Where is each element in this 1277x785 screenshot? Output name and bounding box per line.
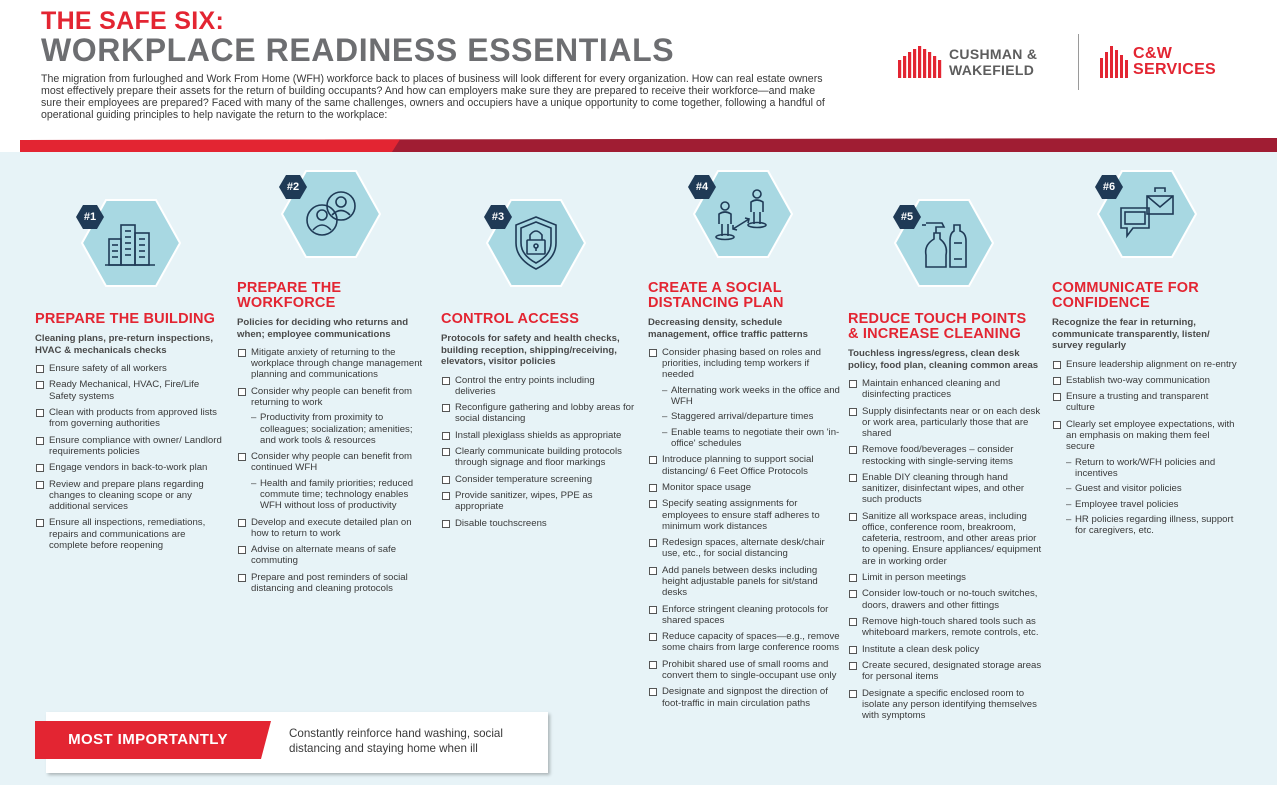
svc-logo-line-1: C&W [1133, 45, 1173, 62]
checklist-item: Consider phasing based on roles and priorities, including temp workers if needed [648, 347, 840, 381]
checklist-item: Consider low-touch or no-touch switches, doors, drawers and other fittings [848, 588, 1042, 610]
section-prepare-workforce [237, 281, 429, 599]
checklist-item: Reduce capacity of spaces—e.g., remove some chairs from large conference rooms [648, 631, 840, 653]
sub-list-item: – Return to work/WFH policies and incentives [1052, 457, 1237, 479]
section-subtitle: Protocols for safety and health checks, building reception, shipping/receiving, elevators, visitor policies [441, 333, 620, 367]
cw-services-logo [1100, 44, 1216, 80]
section-communicate [1052, 281, 1237, 542]
badge-3: #3 [484, 205, 512, 229]
checklist-item: Supply disinfectants near or on each desk or work area, particularly those that are shared [848, 406, 1042, 440]
section-control-access [441, 312, 635, 534]
checklist-item: Remove high-touch shared tools such as whiteboard markers, remote controls, etc. [848, 616, 1042, 638]
checklist-item: Specify seating assignments for employees to ensure staff adheres to minimum work distances [648, 498, 840, 532]
checklist-item: Clean with products from approved lists from governing authorities [35, 407, 225, 429]
checklist-item: Consider why people can benefit from returning to work [237, 386, 429, 408]
checklist-item: Clearly communicate building protocols through signage and floor markings [441, 446, 635, 468]
sub-list-item: – Staggered arrival/departure times [648, 411, 840, 422]
red-stripe [20, 138, 1277, 152]
section-checklist [848, 378, 1042, 721]
section-title: PREPARE THE WORKFORCE [237, 280, 342, 311]
cw-bars-icon [898, 46, 942, 78]
title-line-2: WORKPLACE READINESS ESSENTIALS [41, 32, 675, 68]
sub-list-item: – Enable teams to negotiate their own 'in-office' schedules [648, 427, 840, 449]
checklist-item: Introduce planning to support social distancing/ 6 Feet Office Protocols [648, 454, 840, 476]
checklist-item: Ready Mechanical, HVAC, Fire/Life Safety systems [35, 379, 225, 401]
checklist-item: Institute a clean desk policy [848, 644, 1042, 655]
communication-icon [1117, 184, 1177, 244]
checklist-item: Control the entry points including deliveries [441, 375, 635, 397]
checklist-item: Sanitize all workspace areas, including office, conference room, breakroom, cafeteria, restroom, and other areas prior to opening. Ensure appliances/ equipment are in working order [848, 511, 1042, 567]
section-prepare-building [35, 312, 225, 556]
checklist-item: Enforce stringent cleaning protocols for shared spaces [648, 604, 840, 626]
section-title: COMMUNICATE FOR CONFIDENCE [1052, 280, 1199, 311]
checklist-item: Establish two-way communication [1052, 375, 1237, 386]
badge-4: #4 [688, 175, 716, 199]
section-subtitle: Decreasing density, schedule management, office traffic patterns [648, 317, 808, 340]
badge-1: #1 [76, 205, 104, 229]
checklist-item: Enable DIY cleaning through hand sanitizer, disinfectant wipes, and other such products [848, 472, 1042, 506]
checklist-item: Clearly set employee expectations, with an emphasis on making them feel secure [1052, 419, 1237, 453]
sub-list-item: – Alternating work weeks in the office and WFH [648, 385, 840, 407]
checklist-item: Designate a specific enclosed room to isolate any person identifying themselves with symptoms [848, 688, 1042, 722]
section-subtitle: Recognize the fear in returning, communicate transparently, listen/ survey regularly [1052, 317, 1210, 351]
section-checklist [237, 347, 429, 594]
section-title: REDUCE TOUCH POINTS & INCREASE CLEANING [848, 311, 1027, 342]
badge-6: #6 [1095, 175, 1123, 199]
section-checklist [1052, 359, 1237, 537]
checklist-item: Consider temperature screening [441, 474, 635, 485]
checklist-item: Engage vendors in back-to-work plan [35, 462, 225, 473]
badge-2: #2 [279, 175, 307, 199]
checklist-item: Maintain enhanced cleaning and disinfecting practices [848, 378, 1042, 400]
checklist-item: Create secured, designated storage areas for personal items [848, 660, 1042, 682]
section-title: CREATE A SOCIAL DISTANCING PLAN [648, 280, 784, 311]
section-checklist [441, 375, 635, 529]
people-icon [301, 184, 361, 244]
svc-logo-line-2: SERVICES [1133, 61, 1217, 78]
checklist-item: Disable touchscreens [441, 518, 635, 529]
checklist-item: Redesign spaces, alternate desk/chair use, etc., for social distancing [648, 537, 840, 559]
section-subtitle: Policies for deciding who returns and when; employee communications [237, 317, 409, 340]
cw-services-bars-icon [1100, 46, 1128, 78]
section-title: CONTROL ACCESS [441, 311, 580, 327]
checklist-item: Prepare and post reminders of social distancing and cleaning protocols [237, 572, 429, 594]
most-importantly-label: MOST IMPORTANTLY [35, 721, 271, 759]
most-importantly-text: Constantly reinforce hand washing, social distancing and staying home when ill [289, 727, 503, 755]
checklist-item: Ensure all inspections, remediations, repairs and communications are complete before reopening [35, 517, 225, 551]
checklist-item: Develop and execute detailed plan on how to return to work [237, 517, 429, 539]
cushman-wakefield-logo [898, 44, 1037, 80]
checklist-item: Ensure safety of all workers [35, 363, 225, 374]
sub-list-item: – HR policies regarding illness, support for caregivers, etc. [1052, 514, 1237, 536]
checklist-item: Consider why people can benefit from continued WFH [237, 451, 429, 473]
badge-5: #5 [893, 205, 921, 229]
section-social-distancing [648, 281, 840, 714]
logo-divider [1078, 34, 1079, 90]
checklist-item: Limit in person meetings [848, 572, 1042, 583]
checklist-item: Mitigate anxiety of returning to the workplace through change management planning and communications [237, 347, 429, 381]
intro-paragraph: The migration from furloughed and Work From Home (WFH) workforce back to places of business will look different for every organization. How can real estate owners most effectively prepare their assets for the return of building occupants? And how can employers make sure they are prepared to receive their workforce—and make sure their employees are prepared? Faced with many of the same challenges, owners and occupiers have a unique opportunity to come together, following a handful of operational guiding principles to help navigate the return to the workplace: [41, 73, 825, 121]
building-icon [101, 213, 161, 273]
checklist-item: Ensure a trusting and transparent culture [1052, 391, 1237, 413]
cleaning-bottles-icon [914, 213, 974, 273]
section-subtitle: Touchless ingress/egress, clean desk policy, food plan, cleaning common areas [848, 348, 1039, 371]
checklist-item: Prohibit shared use of small rooms and convert them to single-occupant use only [648, 659, 840, 681]
checklist-item: Reconfigure gathering and lobby areas for social distancing [441, 402, 635, 424]
checklist-item: Monitor space usage [648, 482, 840, 493]
checklist-item: Provide sanitizer, wipes, PPE as appropriate [441, 490, 635, 512]
distancing-icon [713, 184, 773, 244]
section-title: PREPARE THE BUILDING [35, 311, 216, 327]
checklist-item: Ensure compliance with owner/ Landlord requirements policies [35, 435, 225, 457]
sub-list-item: – Guest and visitor policies [1052, 483, 1237, 494]
title-line-1: THE SAFE SIX: [41, 7, 225, 35]
header [0, 0, 1277, 140]
checklist-item: Advise on alternate means of safe commuting [237, 544, 429, 566]
shield-lock-icon [506, 213, 566, 273]
checklist-item: Add panels between desks including height adjustable panels for sit/stand desks [648, 565, 840, 599]
section-checklist [648, 347, 840, 709]
section-touch-points [848, 312, 1042, 726]
checklist-item: Review and prepare plans regarding changes to cleaning scope or any additional services [35, 479, 225, 513]
section-checklist [35, 363, 225, 551]
cw-logo-line-2: WAKEFIELD [949, 62, 1035, 78]
sub-list-item: – Productivity from proximity to colleagues; socialization; amenities; and work tools & resources [237, 412, 429, 446]
checklist-item: Designate and signpost the direction of foot-traffic in main circulation paths [648, 686, 840, 708]
sub-list-item: – Health and family priorities; reduced commute time; technology enables WFH without loss of productivity [237, 478, 429, 512]
checklist-item: Remove food/beverages – consider restocking with single-serving items [848, 444, 1042, 466]
sub-list-item: – Employee travel policies [1052, 499, 1237, 510]
cw-logo-line-1: CUSHMAN & [949, 46, 1038, 62]
checklist-item: Install plexiglass shields as appropriate [441, 430, 635, 441]
section-subtitle: Cleaning plans, pre-return inspections, HVAC & mechanicals checks [35, 333, 214, 356]
checklist-item: Ensure leadership alignment on re-entry [1052, 359, 1237, 370]
